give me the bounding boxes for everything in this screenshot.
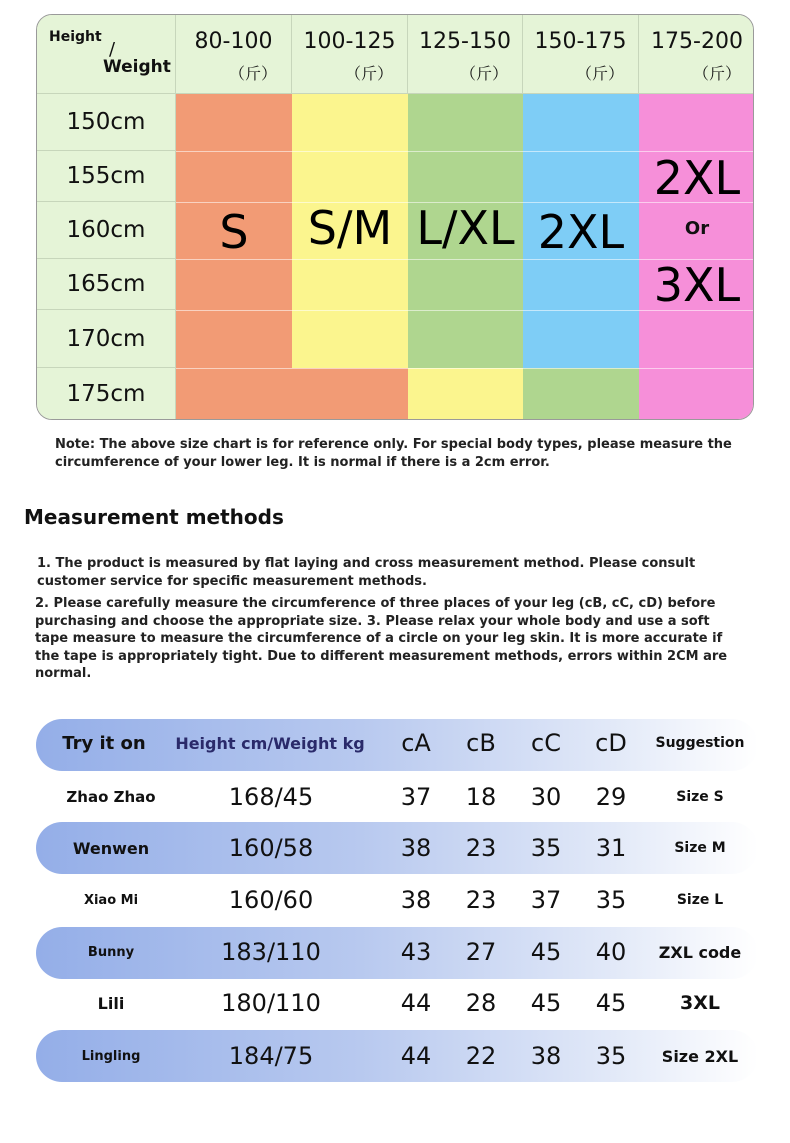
height-label: 155cm <box>37 151 176 202</box>
measure-cc: 45 <box>530 938 562 966</box>
size-block-sm-175 <box>408 368 523 419</box>
measure-cd: 40 <box>595 938 627 966</box>
tryon-row <box>0 771 790 823</box>
measure-ca: 37 <box>400 783 432 811</box>
size-label-wrap <box>523 205 639 265</box>
size-label-2xl: 2XL <box>537 205 625 259</box>
measure-cd: 35 <box>595 1042 627 1070</box>
tryon-header-row <box>0 717 790 769</box>
methods-title: Measurement methods <box>24 505 284 529</box>
size-label-or: Or <box>684 218 710 239</box>
tester-name: Zhao Zhao <box>66 788 156 806</box>
size-label-sm: S/M <box>307 201 393 255</box>
size-label-2xl-alt: 2XL <box>653 151 741 205</box>
corner-weight-label: Weight <box>103 57 171 77</box>
height-label: 150cm <box>37 94 176 151</box>
method-item-2: 2. Please carefully measure the circumference of three places of your leg (cB, cC, cD) before purchasing and choose the appropriate size. 3. Please relax your whole body and use a soft tape measure to measure the circumference of a circle on your leg skin. It is more accurate if the tape is appropriately tight. Due to different measurement methods, errors within 2CM are normal. <box>35 596 728 681</box>
tester-name: Wenwen <box>72 838 150 858</box>
corner-height-label: Height <box>49 29 102 45</box>
size-suggestion: ZXL code <box>658 942 742 962</box>
measure-cc: 35 <box>530 834 562 862</box>
size-chart <box>36 14 754 420</box>
weight-range: 80-100 <box>194 29 273 54</box>
measure-cb: 28 <box>465 989 497 1017</box>
header-cd: cD <box>595 729 627 757</box>
tester-name: Lingling <box>81 1048 141 1064</box>
height-label: 160cm <box>37 202 176 259</box>
weight-range: 100-125 <box>303 29 396 54</box>
height-label: 165cm <box>37 259 176 310</box>
weight-header <box>408 15 523 94</box>
measure-cc: 37 <box>530 886 562 914</box>
tryon-row <box>0 1030 790 1082</box>
corner-header <box>37 15 176 94</box>
measure-cb: 22 <box>465 1042 497 1070</box>
weight-range: 150-175 <box>534 29 627 54</box>
size-suggestion: Size M <box>674 840 726 856</box>
height-label: 170cm <box>37 310 176 368</box>
header-cb: cB <box>466 729 496 757</box>
weight-unit: （斤） <box>575 64 624 83</box>
header-ca: cA <box>401 729 431 757</box>
grid-line <box>176 368 753 369</box>
measure-cd: 31 <box>595 834 627 862</box>
weight-unit: （斤） <box>228 64 277 83</box>
size-label-wrap <box>176 205 292 265</box>
tryon-row <box>0 926 790 978</box>
size-label-wrap <box>639 151 754 321</box>
size-label-3xl: 3XL <box>653 258 741 312</box>
measure-cd: 29 <box>595 783 627 811</box>
measure-cc: 30 <box>530 783 562 811</box>
corner-slash: / <box>109 39 116 60</box>
tester-name: Bunny <box>87 944 135 960</box>
measure-cd: 35 <box>595 886 627 914</box>
size-label-s: S <box>219 205 249 259</box>
tester-name: Lili <box>97 993 125 1013</box>
size-suggestion: Size L <box>676 892 724 908</box>
header-cc: cC <box>531 729 561 757</box>
measure-cb: 18 <box>465 783 497 811</box>
size-note: Note: The above size chart is for reference only. For special body types, please measure the circumference of your lower leg. It is normal if there is a 2cm error. <box>55 437 732 470</box>
tryon-row <box>0 977 790 1029</box>
size-label-wrap <box>292 201 408 261</box>
header-suggestion: Suggestion <box>655 735 745 751</box>
weight-header <box>292 15 408 94</box>
height-weight: 168/45 <box>228 783 314 811</box>
measure-ca: 44 <box>400 989 432 1017</box>
height-label: 175cm <box>37 368 176 419</box>
weight-range: 125-150 <box>419 29 511 54</box>
method-item-1: 1. The product is measured by flat laying and cross measurement method. Please consult customer service for specific measurement methods. <box>37 556 696 589</box>
size-label-wrap <box>408 201 523 261</box>
height-weight: 160/58 <box>228 834 314 862</box>
size-suggestion: Size 2XL <box>661 1046 739 1066</box>
weight-header <box>639 15 754 94</box>
tryon-row <box>0 822 790 874</box>
weight-header <box>523 15 639 94</box>
measure-ca: 44 <box>400 1042 432 1070</box>
weight-unit: （斤） <box>344 64 393 83</box>
weight-header <box>176 15 292 94</box>
size-block-lxl-175 <box>523 368 639 419</box>
measure-ca: 43 <box>400 938 432 966</box>
tryon-row <box>0 874 790 926</box>
measure-ca: 38 <box>400 834 432 862</box>
measure-cd: 45 <box>595 989 627 1017</box>
measure-cb: 23 <box>465 886 497 914</box>
weight-unit: （斤） <box>692 64 741 83</box>
measure-cb: 27 <box>465 938 497 966</box>
measure-cb: 23 <box>465 834 497 862</box>
header-height-weight: Height cm/Weight kg <box>175 733 365 753</box>
height-weight: 183/110 <box>221 938 321 966</box>
measure-cc: 38 <box>530 1042 562 1070</box>
size-block-s-175 <box>292 368 408 419</box>
size-label-lxl: L/XL <box>416 201 515 255</box>
tester-name: Xiao Mi <box>83 892 139 908</box>
measure-cc: 45 <box>530 989 562 1017</box>
size-suggestion: 3XL <box>680 992 720 1014</box>
height-weight: 160/60 <box>228 886 314 914</box>
measure-ca: 38 <box>400 886 432 914</box>
weight-unit: （斤） <box>459 64 508 83</box>
header-try-it-on: Try it on <box>62 732 146 754</box>
height-weight: 184/75 <box>228 1042 314 1070</box>
size-suggestion: Size S <box>676 789 724 805</box>
height-weight: 180/110 <box>221 989 321 1017</box>
weight-range: 175-200 <box>651 29 743 54</box>
